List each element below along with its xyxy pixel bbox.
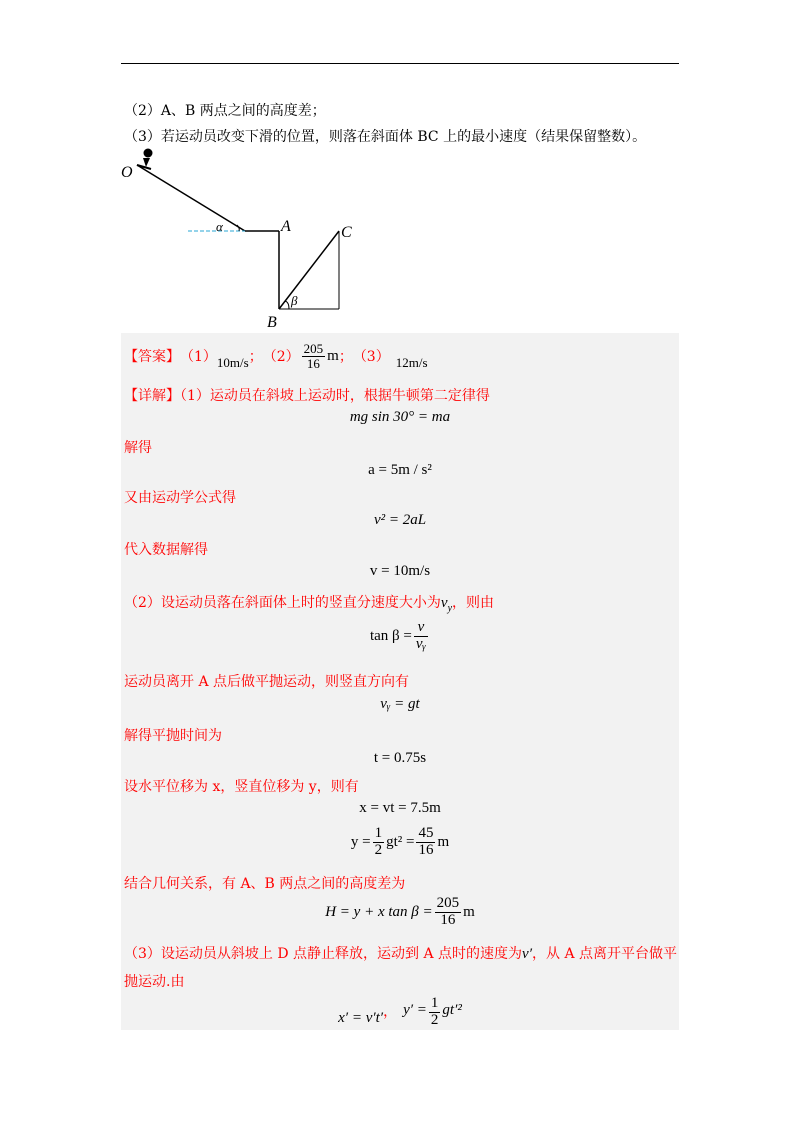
answer-tag: 【答案】 — [124, 349, 180, 365]
detail-line-1 — [124, 385, 490, 405]
equation-10-lhs: H = y + x tan β = — [325, 903, 433, 920]
answer-sep1: ； — [248, 349, 263, 365]
equation-6: vᵧ = gt — [380, 696, 420, 712]
equation-5 — [0, 620, 800, 653]
equation-11-separator: ， — [383, 1004, 398, 1020]
slope-line — [137, 165, 245, 231]
incline-bc — [279, 231, 339, 309]
detail-line-10 — [124, 943, 677, 963]
question-2: （2）A、B 两点之间的高度差； — [124, 103, 326, 119]
detail-text-5-end: ，则由 — [452, 595, 495, 611]
answer-part2-unit: m — [327, 347, 339, 364]
label-beta: β — [291, 293, 298, 308]
equation-11b-denominator: 2 — [430, 1011, 439, 1028]
equation-10 — [0, 896, 800, 929]
label-a: A — [281, 218, 291, 235]
answer-part3-value: 12m/s — [395, 355, 428, 370]
detail-text-5-subscript: y — [447, 602, 453, 614]
detail-text-1: （1）运动员在斜坡上运动时，根据牛顿第二定律得 — [180, 388, 490, 404]
detail-line-9: 结合几何关系，有 A、B 两点之间的高度差为 — [124, 876, 406, 892]
detail-text-5-symbol: v — [440, 595, 448, 611]
equation-9-half-numerator: 1 — [374, 825, 383, 841]
equation-11b-rhs: gt′² — [442, 1001, 462, 1018]
detail-line-4: 代入数据解得 — [124, 542, 208, 558]
header-rule — [121, 63, 679, 64]
equation-2: a = 5m / s² — [368, 462, 432, 478]
equation-11 — [0, 996, 800, 1029]
detail-line-3: 又由运动学公式得 — [124, 490, 236, 506]
answer-part2-fraction — [302, 342, 326, 370]
equation-1: mg sin 30° = ma — [349, 409, 451, 425]
equation-9 — [0, 826, 800, 859]
equation-9-numerator: 45 — [418, 825, 434, 841]
detail-text-10b: ，从 A 点离开平台做平 — [532, 946, 678, 962]
label-b: B — [267, 314, 277, 331]
equation-11b-numerator: 1 — [430, 995, 439, 1011]
answer-part2-label: （2） — [262, 349, 300, 365]
equation-9-fraction — [416, 826, 435, 859]
equation-10-denominator: 16 — [440, 911, 456, 928]
detail-line-2: 解得 — [124, 440, 152, 456]
equation-9-half — [373, 826, 385, 859]
detail-line-6: 运动员离开 A 点后做平抛运动，则竖直方向有 — [124, 674, 410, 690]
question-3: （3）若运动员改变下滑的位置，则落在斜面体 BC 上的最小速度（结果保留整数）。 — [124, 129, 647, 145]
equation-11a: x′ = v′t′ — [338, 1009, 384, 1026]
detail-text-5: （2）设运动员落在斜面体上时的竖直分速度大小为 — [124, 595, 441, 611]
answer-sep2: ； — [338, 349, 353, 365]
equation-5-fraction — [414, 620, 428, 653]
answer-part2-numerator: 205 — [303, 340, 324, 356]
equation-7: t = 0.75s — [373, 750, 427, 766]
equation-3: v² = 2aL — [373, 512, 427, 528]
equation-9-half-denominator: 2 — [374, 841, 383, 858]
equation-9-middle: gt² = — [386, 833, 415, 850]
detail-line-11: 抛运动.由 — [124, 974, 185, 990]
alpha-arc — [237, 225, 239, 231]
detail-tag: 【详解】 — [124, 388, 180, 404]
equation-5-denominator: vᵧ — [415, 635, 427, 652]
label-o: O — [121, 164, 133, 181]
equation-4: v = 10m/s — [369, 563, 431, 579]
equation-9-unit: m — [437, 833, 450, 850]
answer-part1-value: 10m/s — [216, 355, 249, 370]
answer-part2-denominator: 16 — [306, 355, 320, 371]
equation-10-numerator: 205 — [436, 895, 460, 911]
detail-text-10a: （3）设运动员从斜坡上 D 点静止释放，运动到 A 点时的速度为 — [124, 946, 523, 962]
answer-part3-label: （3） — [352, 349, 390, 365]
answer-part1-label: （1） — [180, 349, 217, 365]
equation-10-unit: m — [463, 903, 475, 920]
detail-line-7: 解得平抛时间为 — [124, 728, 222, 744]
detail-line-8: 设水平位移为 x，竖直位移为 y，则有 — [124, 779, 359, 795]
label-alpha: α — [216, 219, 223, 234]
equation-10-fraction — [435, 896, 462, 929]
equation-11b-fraction — [429, 996, 441, 1029]
equation-5-numerator: v — [414, 620, 428, 637]
equation-9-denominator: 16 — [418, 841, 434, 858]
detail-text-10-symbol: v′ — [522, 946, 532, 962]
detail-line-5 — [124, 592, 494, 614]
equation-8: x = vt = 7.5m — [359, 800, 441, 816]
beta-arc — [285, 301, 289, 309]
equation-5-lhs: tan β = — [369, 627, 412, 644]
answer-line — [124, 338, 428, 374]
equation-9-lhs: y = — [350, 833, 371, 850]
equation-11b-lhs: y′ = — [403, 1001, 427, 1018]
label-c: C — [341, 224, 352, 241]
incline-figure — [115, 145, 375, 333]
